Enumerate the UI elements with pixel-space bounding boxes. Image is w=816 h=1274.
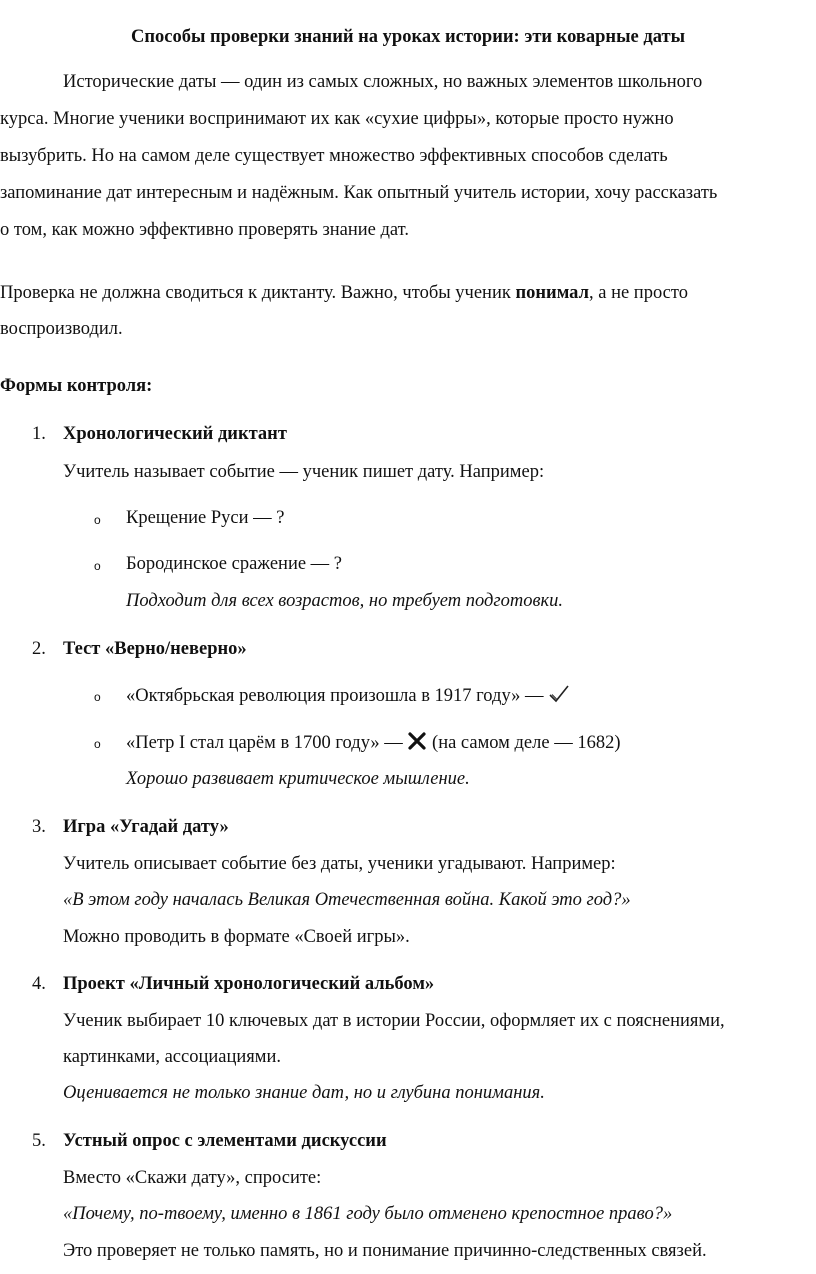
- item-1-number: 1.: [32, 424, 46, 444]
- item-2-title: Тест «Верно/неверно»: [63, 639, 247, 659]
- item-1-sub-2-bullet: o: [94, 559, 101, 573]
- item-2-note: Хорошо развивает критическое мышление.: [126, 769, 470, 789]
- item-1-note: Подходит для всех возрастов, но требует подготовки.: [126, 591, 563, 611]
- para2-text-before: Проверка не должна сводиться к диктанту. Важно, чтобы ученик: [0, 283, 516, 303]
- document-title: Способы проверки знаний на уроках истории: эти коварные даты: [130, 27, 686, 47]
- cross-icon: [407, 731, 427, 751]
- item-2-sub-1-text: «Октябрьская революция произошла в 1917 году» —: [126, 686, 549, 706]
- para2-bold-word: понимал: [515, 283, 589, 303]
- intro-line-1: Исторические даты — один из самых сложных, но важных элементов школьного: [63, 72, 703, 92]
- item-3-text: Учитель описывает событие без даты, ученики угадывают. Например:: [63, 854, 616, 874]
- item-3-number: 3.: [32, 817, 46, 837]
- item-1-text: Учитель называет событие — ученик пишет дату. Например:: [63, 462, 545, 482]
- item-4-text: Ученик выбирает 10 ключевых дат в истории России, оформляет их с пояснениями,: [63, 1011, 725, 1031]
- para2-line-1: [0, 282, 688, 304]
- item-1-sub-2: Бородинское сражение — ?: [126, 554, 343, 574]
- check-icon: [548, 684, 570, 704]
- item-4-title: Проект «Личный хронологический альбом»: [63, 974, 435, 994]
- item-2-sub-1-bullet: o: [94, 690, 101, 704]
- item-2-sub-2-text-before: «Петр I стал царём в 1700 году» —: [126, 733, 408, 753]
- forms-heading: Формы контроля:: [0, 376, 153, 396]
- intro-line-4: запоминание дат интересным и надёжным. Как опытный учитель истории, хочу рассказать: [0, 183, 718, 203]
- item-2-sub-2-text-after: (на самом деле — 1682): [427, 733, 621, 753]
- item-1-title: Хронологический диктант: [63, 424, 287, 444]
- item-4-number: 4.: [32, 974, 46, 994]
- para2-line-2: воспроизводил.: [0, 319, 123, 339]
- item-5-number: 5.: [32, 1131, 46, 1151]
- item-2-sub-2: [126, 731, 621, 754]
- intro-line-5: о том, как можно эффективно проверять знание дат.: [0, 220, 409, 240]
- item-4-text-2: картинками, ассоциациями.: [63, 1047, 282, 1067]
- item-5-text: Вместо «Скажи дату», спросите:: [63, 1168, 322, 1188]
- item-3-title: Игра «Угадай дату»: [63, 817, 229, 837]
- item-3-text-2: Можно проводить в формате «Своей игры».: [63, 927, 410, 947]
- item-5-quote: «Почему, по-твоему, именно в 1861 году было отменено крепостное право?»: [63, 1204, 673, 1224]
- item-5-title: Устный опрос с элементами дискуссии: [63, 1131, 387, 1151]
- item-1-sub-1: Крещение Руси — ?: [126, 508, 285, 528]
- item-1-sub-1-bullet: o: [94, 513, 101, 527]
- item-2-sub-2-bullet: o: [94, 737, 101, 751]
- intro-line-3: вызубрить. Но на самом деле существует множество эффективных способов сделать: [0, 146, 668, 166]
- para2-text-after: , а не просто: [588, 283, 688, 303]
- item-4-note: Оценивается не только знание дат, но и глубина понимания.: [63, 1083, 545, 1103]
- item-5-text-2: Это проверяет не только память, но и понимание причинно-следственных связей.: [63, 1241, 707, 1261]
- intro-line-2: курса. Многие ученики воспринимают их как «сухие цифры», которые просто нужно: [0, 109, 674, 129]
- item-3-quote: «В этом году началась Великая Отечественная война. Какой это год?»: [63, 890, 631, 910]
- item-2-number: 2.: [32, 639, 46, 659]
- item-2-sub-1: [126, 684, 570, 707]
